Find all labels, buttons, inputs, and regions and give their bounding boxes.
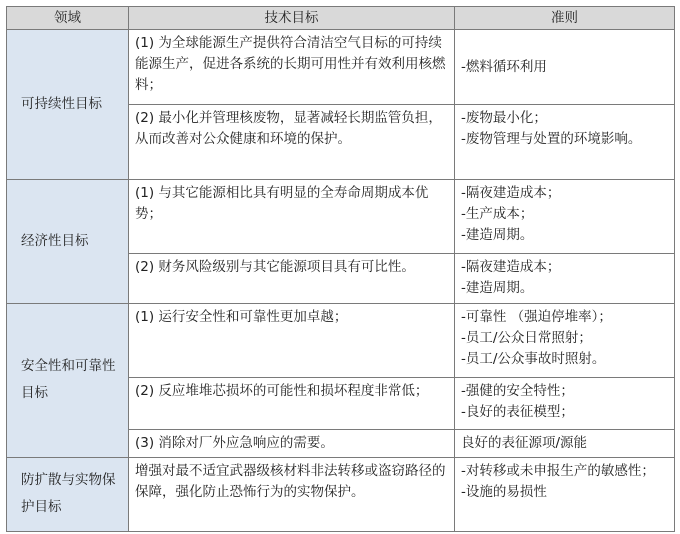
criteria-item: -强健的安全特性； [461, 383, 574, 399]
goal-cell: (1) 运行安全性和可靠性更加卓越； [129, 304, 455, 378]
criteria-cell [455, 105, 675, 180]
table-row [7, 304, 675, 378]
criteria-cell [455, 378, 675, 430]
criteria-cell [455, 304, 675, 378]
criteria-item: -隔夜建造成本； [461, 185, 561, 201]
criteria-cell [455, 30, 675, 105]
criteria-item: -可靠性 （强迫停堆率）； [461, 309, 612, 325]
goal-cell: (2) 反应堆堆芯损坏的可能性和损坏程度非常低； [129, 378, 455, 430]
domain-cell-sustainability: 可持续性目标 [7, 30, 129, 180]
criteria-item: -良好的表征模型； [461, 403, 574, 420]
criteria-cell [455, 254, 675, 304]
criteria-cell [455, 430, 675, 458]
header-criteria: 准则 [455, 7, 675, 30]
table-row [7, 30, 675, 105]
table-row [7, 180, 675, 254]
criteria-item: -建造周期。 [461, 279, 534, 296]
domain-cell-nonproliferation: 防扩散与实物保护目标 [7, 457, 129, 531]
goal-cell: 增强对最不适宜武器级核材料非法转移或盗窃路径的保障，强化防止恐怖行为的实物保护。 [129, 457, 455, 531]
header-goal: 技术目标 [129, 7, 455, 30]
criteria-item: 良好的表征源项/源能 [461, 435, 588, 451]
goal-cell: (1) 与其它能源相比具有明显的全寿命周期成本优势； [129, 180, 455, 254]
domain-cell-safety: 安全性和可靠性目标 [7, 304, 129, 458]
goal-cell: (1) 为全球能源生产提供符合清洁空气目标的可持续能源生产，促进各系统的长期可用性并有效利用核燃料； [129, 30, 455, 105]
table-row [7, 457, 675, 531]
goal-cell: (2) 最小化并管理核废物，显著减轻长期监管负担，从而改善对公众健康和环境的保护。 [129, 105, 455, 180]
criteria-cell [455, 457, 675, 531]
criteria-item: -废物管理与处置的环境影响。 [461, 130, 642, 147]
goal-cell: (3) 消除对厂外应急响应的需要。 [129, 430, 455, 458]
criteria-item: -设施的易损性 [461, 483, 547, 500]
criteria-item: -建造周期。 [461, 226, 534, 243]
goals-table [6, 6, 675, 532]
goal-cell: (2) 财务风险级别与其它能源项目具有可比性。 [129, 254, 455, 304]
criteria-item: -对转移或未申报生产的敏感性； [461, 462, 655, 479]
criteria-item: -员工/公众日常照射； [461, 329, 592, 346]
header-domain: 领域 [7, 7, 129, 30]
criteria-item: -隔夜建造成本； [461, 259, 561, 275]
criteria-item: -员工/公众事故时照射。 [461, 350, 606, 367]
criteria-cell [455, 180, 675, 254]
header-row [7, 7, 675, 30]
domain-cell-economics: 经济性目标 [7, 180, 129, 304]
criteria-item: -废物最小化； [461, 110, 547, 126]
criteria-item: -生产成本； [461, 205, 534, 222]
criteria-item: -燃料循环利用 [461, 58, 547, 75]
